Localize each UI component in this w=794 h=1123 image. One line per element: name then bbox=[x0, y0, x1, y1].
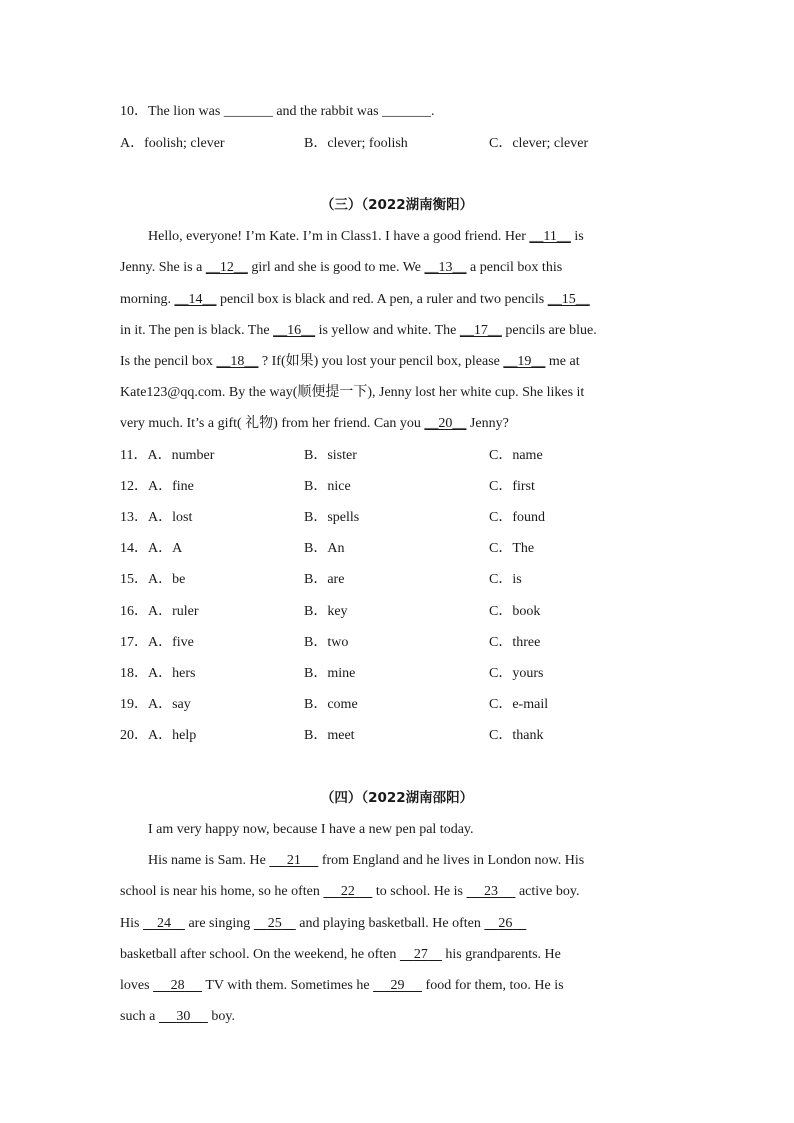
blank-12: __12__ bbox=[205, 260, 248, 275]
blank-19: __19__ bbox=[503, 354, 546, 369]
question-17-options: 17．A．five B．two C．three bbox=[120, 635, 541, 650]
blank-21: 21 bbox=[286, 853, 301, 868]
question-15-options: 15．A．be B．are C．is bbox=[120, 572, 522, 587]
option-c: C．clever; clever bbox=[489, 136, 589, 151]
question-12-options: 12．A．fine B．nice C．first bbox=[120, 479, 535, 494]
blank-24: 24 bbox=[156, 916, 171, 931]
blank-27: 27 bbox=[413, 947, 428, 962]
blank-15: __15__ bbox=[547, 292, 590, 307]
blank-23: 23 bbox=[483, 884, 498, 899]
question-16-options: 16．A．ruler B．key C．book bbox=[120, 604, 541, 619]
passage-4-line-3: school is near his home, so he often 22 to school. He is 23 active boy. bbox=[120, 884, 580, 899]
blank-30: 30 bbox=[176, 1009, 191, 1024]
question-14-options: 14．A．A B．An C．The bbox=[120, 541, 535, 556]
question-13-options: 13．A．lost B．spells C．found bbox=[120, 510, 545, 525]
blank-18: __18__ bbox=[216, 354, 259, 369]
option-a: A．foolish; clever bbox=[120, 136, 225, 151]
passage-3-line-4: in it. The pen is black. The __16__ is yellow and white. The __17__ pencils are blue. bbox=[120, 323, 597, 338]
blank-16: __16__ bbox=[273, 323, 316, 338]
question-10-stem: 10．The lion was _______ and the rabbit was _______. bbox=[120, 104, 435, 119]
blank-11: __11__ bbox=[529, 229, 571, 244]
blank-13: __13__ bbox=[424, 260, 467, 275]
section-4-title: （四）（2022湖南邵阳） bbox=[320, 790, 474, 806]
passage-3-line-6: Kate123@qq.com. By the way(顺便提一下), Jenny lost her white cup. She likes it bbox=[120, 385, 585, 400]
passage-3-line-5: Is the pencil box __18__ ? If(如果) you lost your pencil box, please __19__ me at bbox=[120, 354, 580, 369]
blank-28: 28 bbox=[170, 978, 185, 993]
passage-4-line-5: basketball after school. On the weekend, he often 27 his grandparents. He bbox=[120, 947, 561, 962]
passage-3-line-7: very much. It’s a gift( 礼物) from her friend. Can you __20__ Jenny? bbox=[120, 416, 509, 431]
question-18-options: 18．A．hers B．mine C．yours bbox=[120, 666, 544, 681]
passage-4-line-7: such a 30 boy. bbox=[120, 1009, 235, 1024]
passage-4-line-1: I am very happy now, because I have a new pen pal today. bbox=[148, 822, 474, 837]
question-10-options bbox=[120, 134, 680, 154]
passage-3-line-1: Hello, everyone! I’m Kate. I’m in Class1. I have a good friend. Her __11__ is bbox=[148, 229, 584, 244]
blank-20: __20__ bbox=[424, 416, 467, 431]
passage-3-line-3: morning. __14__ pencil box is black and red. A pen, a ruler and two pencils __15__ bbox=[120, 292, 590, 307]
blank-14: __14__ bbox=[174, 292, 217, 307]
passage-4-line-4: His 24 are singing 25 and playing basketball. He often 26 bbox=[120, 914, 526, 934]
blank-17: __17__ bbox=[459, 323, 502, 338]
question-11-options: 11．A．number B．sister C．name bbox=[120, 448, 543, 463]
passage-4-line-2: His name is Sam. He 21 from England and he lives in London now. His bbox=[148, 853, 585, 868]
blank-26: 26 bbox=[498, 916, 513, 931]
passage-4-line-6: loves 28 TV with them. Sometimes he 29 food for them, too. He is bbox=[120, 978, 564, 993]
blank-29: 29 bbox=[390, 978, 405, 993]
question-19-options: 19．A．say B．come C．e-mail bbox=[120, 697, 549, 712]
question-20-options: 20．A．help B．meet C．thank bbox=[120, 728, 544, 743]
passage-3-line-2: Jenny. She is a __12__ girl and she is good to me. We __13__ a pencil box this bbox=[120, 260, 563, 275]
option-b: B．clever; foolish bbox=[304, 136, 408, 151]
blank-22: 22 bbox=[340, 884, 355, 899]
blank-25: 25 bbox=[267, 916, 282, 931]
section-3-title: （三）（2022湖南衡阳） bbox=[320, 197, 474, 213]
